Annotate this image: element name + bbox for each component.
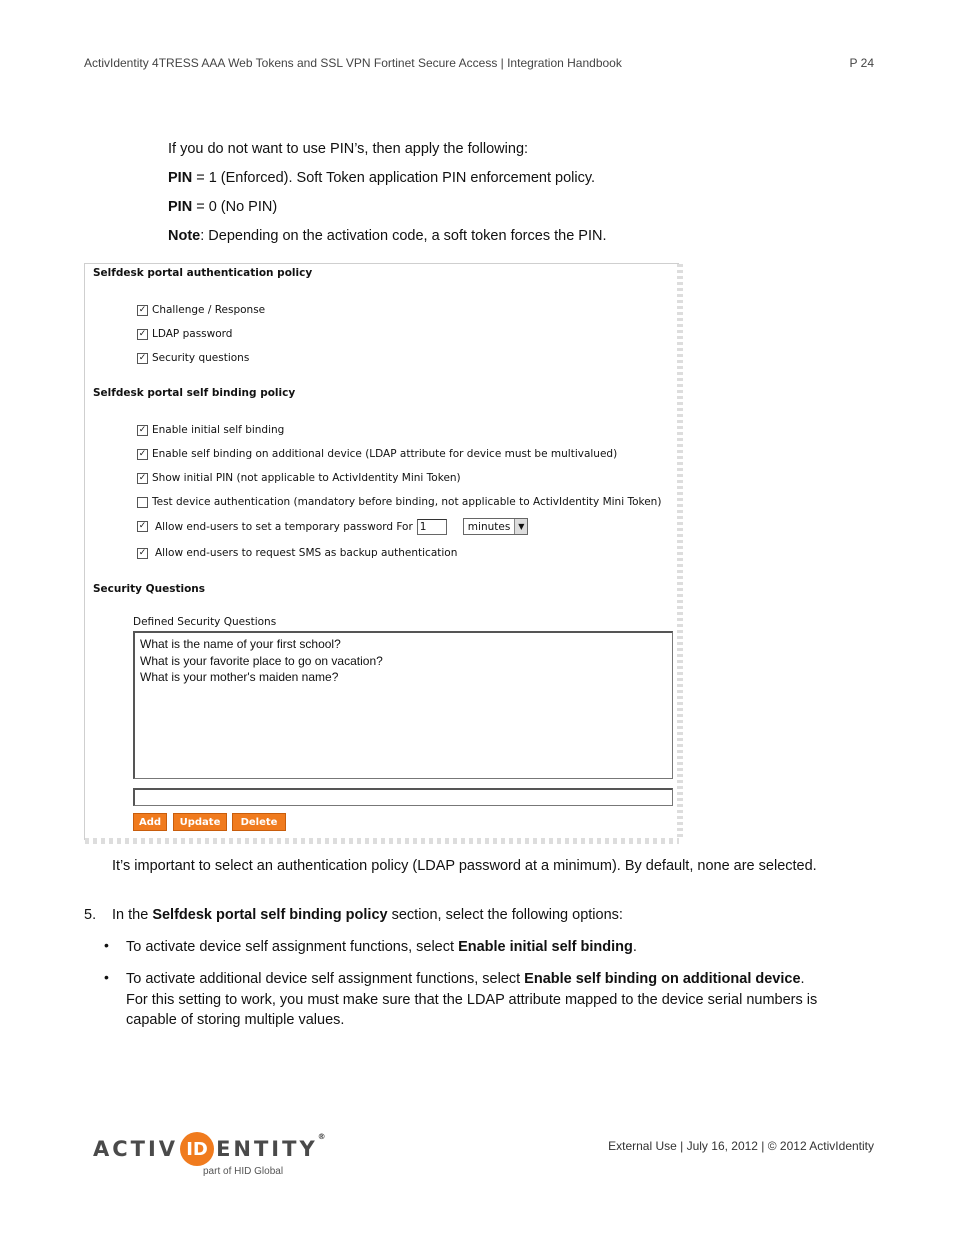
bullet-dot: • <box>104 969 109 985</box>
bullet-bold: Enable initial self binding <box>458 939 633 955</box>
page-number: P 24 <box>849 56 874 70</box>
step-number: 5. <box>84 907 97 923</box>
option-label: LDAP password <box>152 328 233 340</box>
intro-line-3 <box>168 199 277 215</box>
temp-password-unit-select[interactable] <box>463 518 529 535</box>
bullet-dot: • <box>104 937 109 953</box>
auth-option-security-questions[interactable] <box>137 352 249 364</box>
binding-option-temp-password[interactable] <box>137 518 528 535</box>
add-button[interactable]: Add <box>133 813 167 831</box>
checkbox[interactable]: ✓ <box>138 472 147 483</box>
update-button[interactable]: Update <box>173 813 227 831</box>
logo-id-badge: ID <box>180 1132 214 1166</box>
logo-activ: ACTIV <box>93 1137 179 1161</box>
chevron-down-icon[interactable]: ▼ <box>514 519 527 534</box>
select-value: minutes <box>467 520 511 533</box>
checkbox[interactable]: ✓ <box>138 352 147 363</box>
auth-policy-title: Selfdesk portal authentication policy <box>93 267 313 279</box>
question-item[interactable]: What is your favorite place to go on vacation? <box>140 653 383 668</box>
intro-line-2 <box>168 170 595 186</box>
defined-questions-label: Defined Security Questions <box>133 616 277 628</box>
binding-option-show-pin[interactable] <box>137 472 461 484</box>
option-label: Test device authentication (mandatory before binding, not applicable to ActivIdentity Mini Token) <box>152 496 662 508</box>
note-label: Note <box>168 228 201 244</box>
binding-option-additional[interactable] <box>137 448 617 460</box>
bullet-post: . <box>632 939 637 955</box>
option-label: Enable initial self binding <box>152 424 285 436</box>
torn-edge-right <box>677 264 683 840</box>
binding-policy-title: Selfdesk portal self binding policy <box>93 387 296 399</box>
step-bold: Selfdesk portal self binding policy <box>152 907 388 923</box>
checkbox[interactable] <box>137 497 148 508</box>
settings-screenshot <box>84 263 679 840</box>
checkbox[interactable]: ✓ <box>138 547 147 558</box>
important-note: It’s important to select an authentication policy (LDAP password at a minimum). By default, none are selected. <box>112 858 817 874</box>
actividentity-logo <box>93 1132 326 1177</box>
pin-none-text: = 0 (No PIN) <box>192 199 278 215</box>
torn-edge-bottom <box>85 838 679 844</box>
question-item[interactable]: What is the name of your first school? <box>140 637 341 651</box>
new-question-input[interactable] <box>133 788 673 806</box>
pin-label: PIN <box>168 170 193 186</box>
step-pre: In the <box>112 907 153 923</box>
delete-button[interactable]: Delete <box>232 813 286 831</box>
auth-option-challenge[interactable] <box>137 304 265 316</box>
pin-label: PIN <box>168 199 193 215</box>
checkbox[interactable]: ✓ <box>138 424 147 435</box>
checkbox[interactable]: ✓ <box>138 521 147 531</box>
option-label: Challenge / Response <box>152 304 266 316</box>
security-questions-title: Security Questions <box>93 583 206 595</box>
option-label: Allow end-users to set a temporary password For <box>155 520 413 533</box>
defined-questions-list[interactable] <box>133 631 673 779</box>
note-text: : Depending on the activation code, a soft token forces the PIN. <box>200 228 607 244</box>
checkbox[interactable]: ✓ <box>138 328 147 339</box>
option-label: Enable self binding on additional device (LDAP attribute for device must be multivalued) <box>152 448 618 460</box>
option-label: Security questions <box>152 352 250 364</box>
bullet-2 <box>126 969 826 1031</box>
intro-line-4 <box>168 228 606 244</box>
question-item[interactable]: What is your mother's maiden name? <box>140 670 339 684</box>
pin-enforced-text: = 1 (Enforced). Soft Token application PIN enforcement policy. <box>192 170 596 186</box>
bullet-pre: To activate additional device self assignment functions, select <box>126 971 525 987</box>
logo-entity: ENTITY <box>216 1137 318 1161</box>
bullet-bold: Enable self binding on additional device <box>524 971 801 987</box>
step-text <box>112 905 623 926</box>
binding-option-test-device[interactable] <box>137 496 661 508</box>
logo-subtitle: part of HID Global <box>203 1166 284 1177</box>
step-post: section, select the following options: <box>387 907 623 923</box>
checkbox[interactable]: ✓ <box>138 304 147 315</box>
footer-text: External Use | July 16, 2012 | © 2012 ActivIdentity <box>608 1139 874 1153</box>
bullet-1 <box>126 937 826 958</box>
registered-mark: ® <box>317 1132 326 1141</box>
bullet-pre: To activate device self assignment functions, select <box>126 939 459 955</box>
binding-option-sms[interactable] <box>137 547 457 559</box>
binding-option-initial[interactable] <box>137 424 284 436</box>
intro-line-1: If you do not want to use PIN’s, then apply the following: <box>168 141 529 157</box>
temp-password-duration-input[interactable]: 1 <box>417 519 447 535</box>
option-label: Allow end-users to request SMS as backup authentication <box>155 547 458 559</box>
auth-option-ldap[interactable] <box>137 328 232 340</box>
bullet-post: . For this setting to work, you must make sure that the LDAP attribute mapped to the device serial numbers is capable of storing multiple values. <box>126 971 818 1028</box>
option-label: Show initial PIN (not applicable to ActivIdentity Mini Token) <box>152 472 461 484</box>
checkbox[interactable]: ✓ <box>138 448 147 459</box>
header-title: ActivIdentity 4TRESS AAA Web Tokens and SSL VPN Fortinet Secure Access | Integration Handbook <box>84 56 622 70</box>
